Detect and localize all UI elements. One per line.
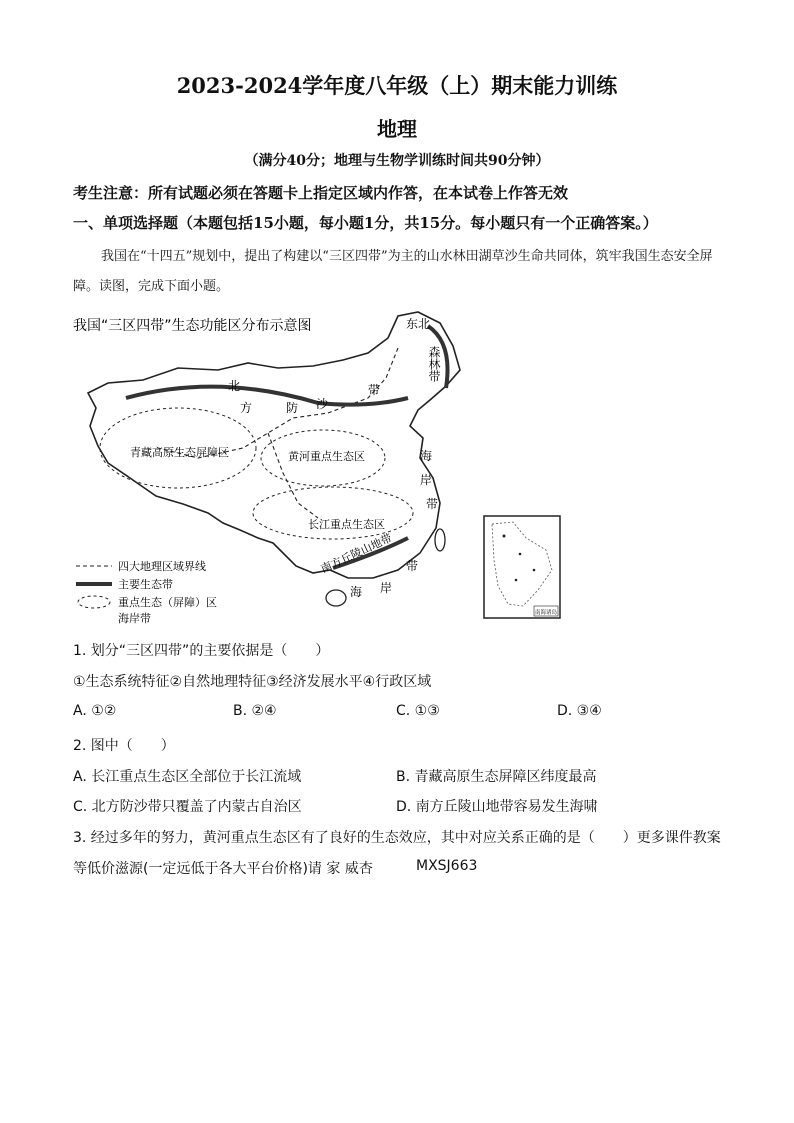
- label-north-4: 沙: [316, 397, 329, 411]
- label-north-3: 防: [286, 401, 299, 415]
- north-sand-belt: [126, 387, 408, 405]
- hainan-island: [326, 590, 346, 606]
- label-coast-6: 岸: [380, 581, 393, 595]
- label-qingzang: 青藏高原生态屏障区: [130, 446, 229, 459]
- label-northeast: 东北: [406, 317, 431, 331]
- subject-title: 地理: [377, 117, 417, 141]
- section-heading: 一、单项选择题（本题包括15小题，每小题1分，共15分。每小题只有一个正确答案。）: [73, 214, 658, 232]
- label-huanghe: 黄河重点生态区: [288, 450, 365, 463]
- legend-region-boundary: 四大地理区域界线: [118, 560, 206, 573]
- legend-eco-belt: 主要生态带: [118, 578, 173, 591]
- q1-option-b[interactable]: B. ②④: [233, 703, 277, 719]
- q2-option-d[interactable]: D. 南方丘陵山地带容易发生海啸: [396, 799, 598, 815]
- q1-option-c[interactable]: C. ①③: [396, 703, 440, 719]
- q2-option-b[interactable]: B. 青藏高原生态屏障区纬度最高: [396, 769, 597, 785]
- label-north-2: 方: [240, 401, 253, 415]
- label-coast-5: 海: [350, 585, 363, 599]
- page-title: 2023-2024学年度八年级（上）期末能力训练: [176, 73, 618, 98]
- label-coast-4: 带: [406, 559, 419, 573]
- map-title: 我国“三区四带”生态功能区分布示意图: [73, 318, 312, 334]
- q2-option-c[interactable]: C. 北方防沙带只覆盖了内蒙古自治区: [73, 799, 302, 815]
- exam-note: （满分40分；地理与生物学训练时间共90分钟）: [244, 153, 550, 169]
- label-coast-3: 带: [426, 497, 439, 511]
- q1-option-d[interactable]: D. ③④: [557, 703, 602, 719]
- watermark-code: MXSJ663: [416, 858, 478, 874]
- changjiang-zone: [253, 487, 413, 539]
- label-north-5: 带: [368, 383, 381, 397]
- label-south-hill: 南方丘陵山地带: [318, 531, 395, 576]
- inset-label: 南海诸岛: [535, 610, 558, 616]
- label-north-1: 北: [228, 379, 241, 393]
- intro-paragraph: 我国在“十四五”规划中，提出了构建以“三区四带”为主的山水林田湖草沙生命共同体，筑牢我国生态安全屏障。读图，完成下面小题。: [73, 249, 713, 294]
- map-legend: [76, 559, 217, 625]
- legend-coast: 海岸带: [118, 612, 151, 625]
- label-forest: 森林带: [427, 346, 441, 382]
- taiwan-island: [435, 529, 445, 551]
- ecology-zone-map: [68, 308, 628, 628]
- label-coast-1: 海: [420, 449, 433, 463]
- q1-option-a[interactable]: A. ①②: [73, 703, 117, 719]
- question-1-stem: 1. 划分“三区四带”的主要依据是（ ）: [73, 643, 330, 659]
- label-changjiang: 长江重点生态区: [308, 518, 385, 531]
- legend-key-zone: 重点生态（屏障）区: [118, 596, 217, 609]
- q2-option-a[interactable]: A. 长江重点生态区全部位于长江流域: [73, 769, 302, 785]
- question-3-stem: 3. 经过多年的努力，黄河重点生态区有了良好的生态效应，其中对应关系正确的是（ ）更多课件教案: [73, 830, 721, 846]
- question-1-statements: ①生态系统特征②自然地理特征③经济发展水平④行政区域: [73, 674, 432, 690]
- question-2-stem: 2. 图中（ ）: [73, 738, 175, 754]
- label-coast-2: 岸: [420, 473, 433, 487]
- question-3-stem-cont: 等低价滋源(一定远低于各大平台价格)请 家 威杏: [73, 861, 373, 877]
- candidate-notice: 考生注意：所有试题必须在答题卡上指定区域内作答，在本试卷上作答无效: [73, 184, 569, 202]
- south-sea-inset: [484, 516, 560, 618]
